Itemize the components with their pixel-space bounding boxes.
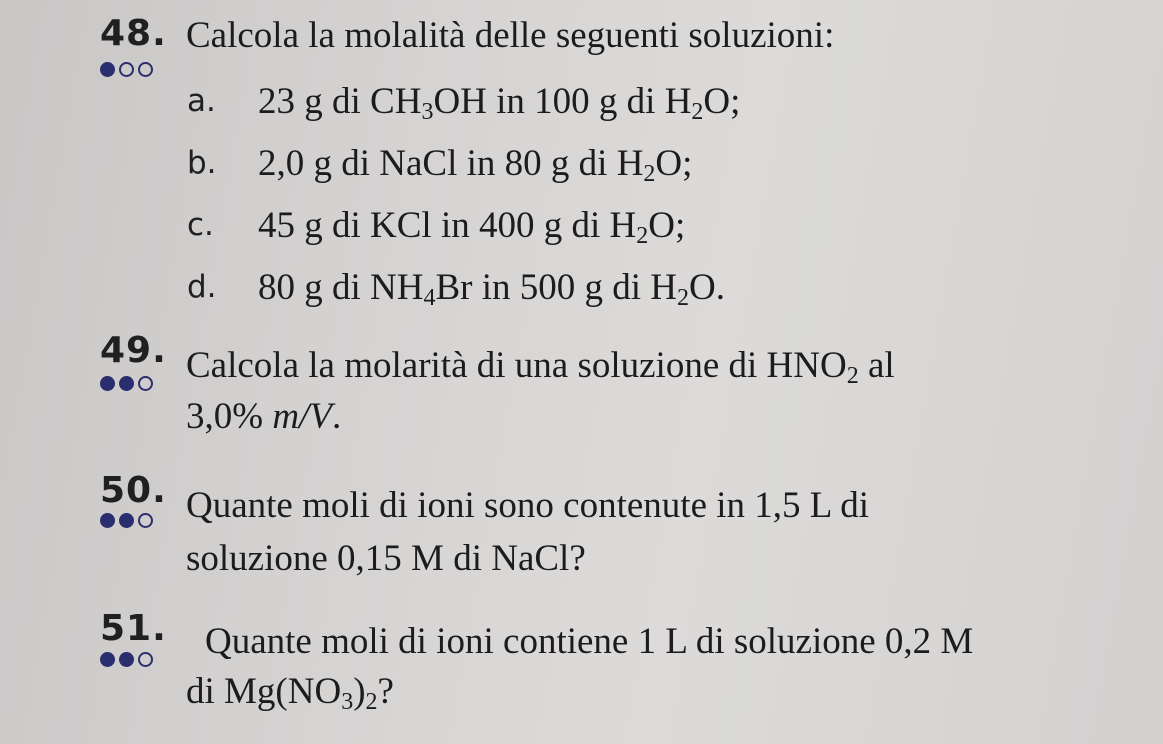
exercise-text-line1: Calcola la molarità di una soluzione di $HNO_2$ al [186,345,895,389]
difficulty-dot-filled [100,513,115,528]
item-letter: d. [187,269,217,305]
item-letter: b. [187,145,217,181]
item-b-text: 2,0 g di NaCl in 80 g di $H_2O$; [258,143,693,187]
difficulty-dot-empty [138,376,153,391]
exercise-number: 51. [100,608,167,649]
difficulty-indicator [100,652,153,667]
item-letter: c. [187,207,214,243]
item-c-text: 45 g di KCl in 400 g di $H_2O$; [258,205,686,249]
difficulty-dot-filled [119,513,134,528]
difficulty-dot-empty [119,62,134,77]
exercise-text-line2: soluzione 0,15 M di NaCl? [186,538,586,579]
exercise-text-line2: di $Mg(NO_3)_2$? [186,671,394,715]
difficulty-dot-filled [100,652,115,667]
exercise-text-line1: Quante moli di ioni sono contenute in 1,5 L di [186,485,870,526]
difficulty-dot-filled [119,376,134,391]
difficulty-dot-filled [100,62,115,77]
difficulty-dot-empty [138,652,153,667]
exercise-number: 48. [100,13,167,54]
item-letter: a. [187,83,216,119]
difficulty-indicator [100,62,153,77]
difficulty-dot-filled [119,652,134,667]
exercise-prompt: Calcola la molalità delle seguenti soluzioni: [186,15,835,56]
difficulty-dot-empty [138,62,153,77]
difficulty-dot-empty [138,513,153,528]
item-d-text: 80 g di $NH_4Br$ in 500 g di $H_2O$. [258,267,725,311]
exercise-number: 50. [100,470,167,511]
difficulty-indicator [100,513,153,528]
exercise-text-line1: Quante moli di ioni contiene 1 L di soluzione 0,2 M [205,621,974,662]
difficulty-indicator [100,376,153,391]
difficulty-dot-filled [100,376,115,391]
exercise-text-line2: 3,0% m/V. [186,396,342,437]
exercise-number: 49. [100,330,167,371]
item-a-text: 23 g di $CH_3OH$ in 100 g di $H_2O$; [258,81,741,125]
